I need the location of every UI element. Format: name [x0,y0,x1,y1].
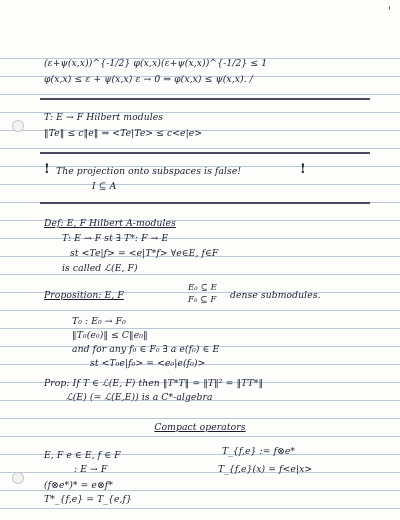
ruled-line [0,184,400,185]
section-divider [40,202,370,204]
ruled-line [0,418,400,419]
note-line: The projection onto subspaces is false! [56,166,242,177]
note-line: φ(x,x) ≤ ε + ψ(x,x) ε → 0 ⇒ φ(x,x) ≤ ψ(x,x). / [44,74,253,85]
note-line: E₀ ⊆ E [188,283,217,293]
ruled-line [0,310,400,311]
ruled-line [0,94,400,95]
note-line: st <Te|f> = <e|T*f> ∀e∈E, f∈F [70,248,219,259]
definition-heading: Def: E, F Hilbert A-modules [44,218,176,229]
note-line: ℒ(E) (= ℒ(E,E)) is a C*-algebra [66,392,213,403]
ruled-line [0,274,400,275]
ruled-line [0,238,400,239]
ruled-line [0,148,400,149]
page-mark: ' [388,6,391,17]
note-line: E, F e ∈ E, f ∈ F [44,450,121,461]
note-line: T: E → F st ∃ T*: F → E [62,233,169,244]
note-line: st <T₀e|f₀> = <e₀|e(f₀)> [90,358,206,369]
note-line: T: E → F Hilbert modules [44,112,164,123]
section-divider [40,98,370,100]
note-line: is called ℒ(E, F) [62,263,138,274]
note-line: Prop: If T ∈ ℒ(E, F) then ‖T*T‖ = ‖T‖² = ‖TT*‖ [44,378,264,389]
note-line: I ⊆ A [92,181,117,192]
note-line: (f⊗e*)* = e⊗f* [44,480,113,491]
note-line: and for any f₀ ∈ F₀ ∃ a e(f₀) ∈ E [72,344,220,355]
compact-operators-heading: Compact operators [154,422,246,433]
ruled-line [0,508,400,509]
exclamation-icon: ! [300,162,306,177]
note-line: ‖T₀(e₀)‖ ≤ C‖e₀‖ [72,330,148,341]
proposition-heading: Proposition: E, F [44,290,124,301]
note-line: T₀ : E₀ → F₀ [72,316,126,327]
note-line: T_{f,e} := f⊗e* [222,446,296,457]
exclamation-icon: ! [44,162,50,177]
punch-hole [12,472,24,484]
note-line: (ε+ψ(x,x))^{-1/2} φ(x,x)(ε+ψ(x,x))^{-1/2} ≤ 1 [44,58,268,69]
note-line: T*_{f,e} = T_{e,f} [44,494,132,505]
note-line: : E → F [74,464,108,475]
note-line: T_{f,e}(x) = f<e|x> [218,464,313,475]
ruled-line [0,472,400,473]
note-line: F₀ ⊆ F [188,295,217,305]
ruled-line [0,328,400,329]
note-line: ‖Te‖ ≤ c‖e‖ ⇒ <Te|Te> ≤ c<e|e> [44,128,203,139]
punch-hole [12,120,24,132]
note-line: dense submodules. [230,290,321,301]
ruled-line [0,436,400,437]
section-divider [40,152,370,154]
